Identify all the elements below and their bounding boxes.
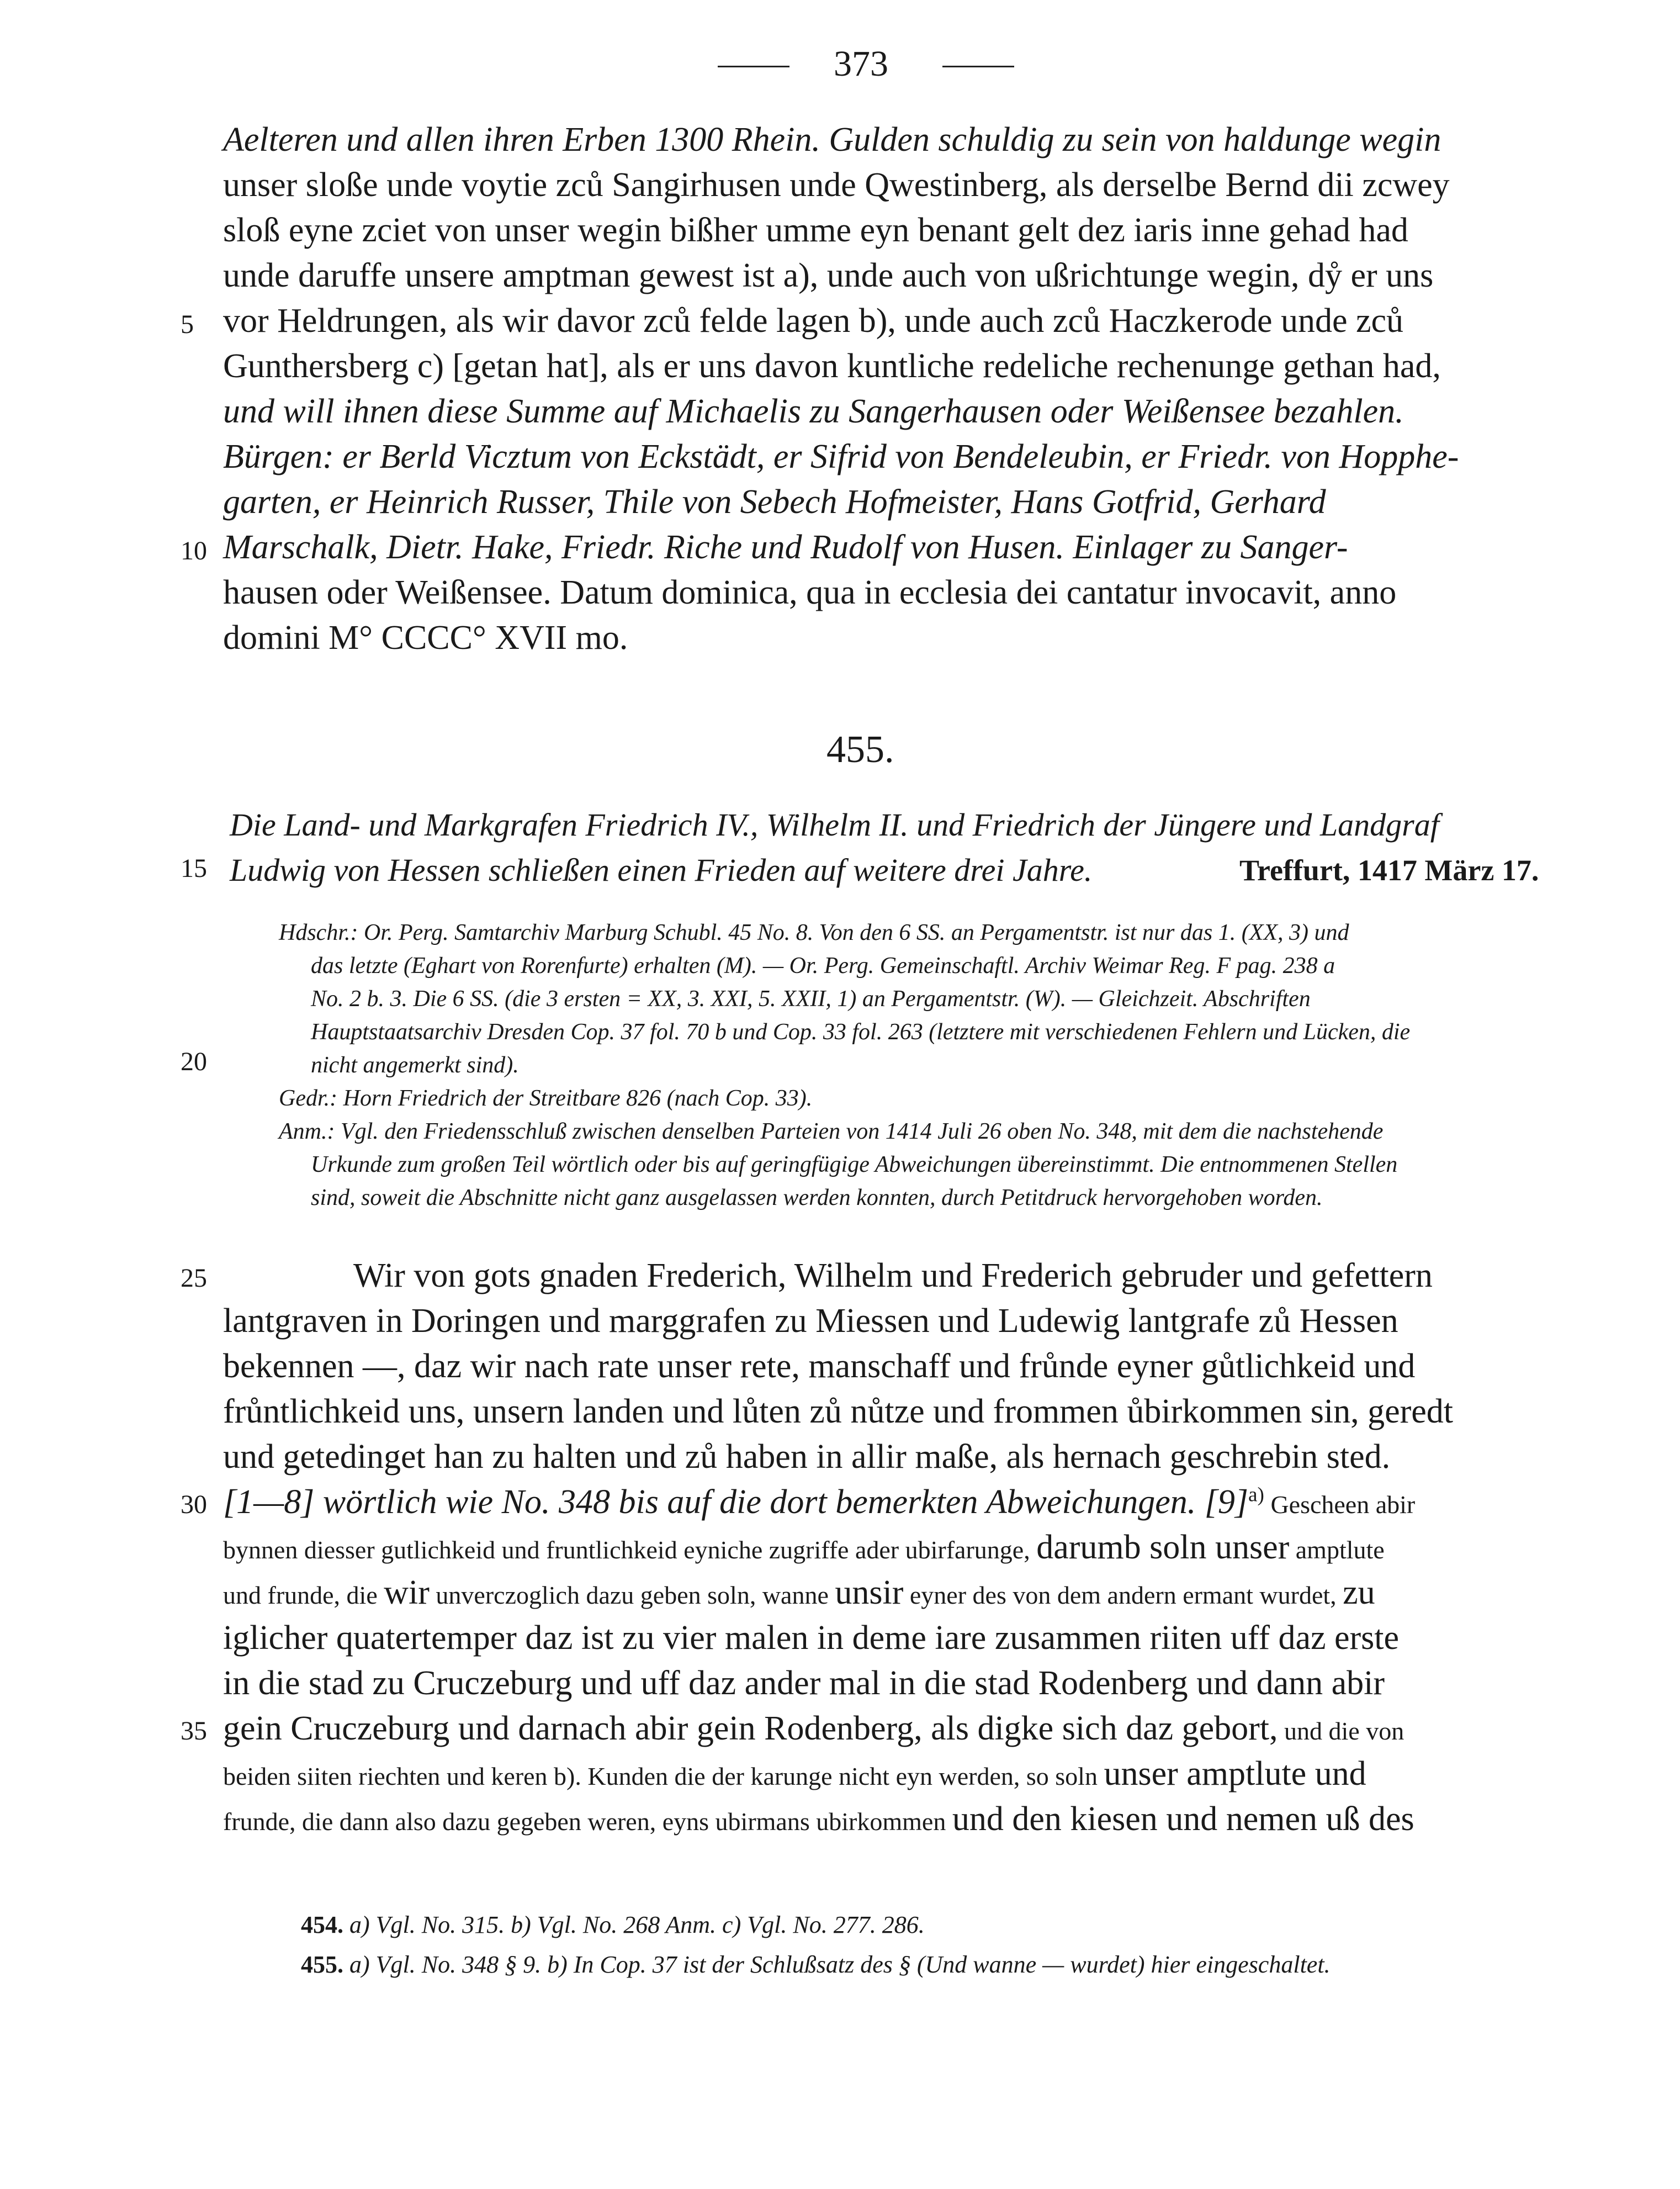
text-line: Bürgen: er Berld Vicztum von Eckstädt, er Sifrid von Bendeleubin, er Friedr. von Hopphe- — [223, 438, 1459, 475]
apparatus-line: Gedr.: Horn Friedrich der Streitbare 826 (nach Cop. 33). — [279, 1086, 813, 1111]
header-rule-right — [942, 66, 1014, 67]
text-line: iglicher quatertemper daz ist zu vier malen in deme iare zusammen riiten uff daz erste — [223, 1619, 1400, 1657]
footnote: 454. a) Vgl. No. 315. b) Vgl. No. 268 Anm. c) Vgl. No. 277. 286. — [301, 1911, 925, 1938]
regest-line: Ludwig von Hessen schließen einen Frieden auf weitere drei Jahre. — [230, 852, 1093, 888]
text-line: garten, er Heinrich Russer, Thile von Sebech Hofmeister, Hans Gotfrid, Gerhard — [223, 483, 1326, 521]
apparatus-line: Hdschr.: Or. Perg. Samtarchiv Marburg Schubl. 45 No. 8. Von den 6 SS. an Pergamentstr. ist nur das 1. (XX, 3) und — [279, 920, 1349, 945]
text-line: und will ihnen diese Summe auf Michaelis zu Sangerhausen oder Weißensee bezahlen. — [223, 393, 1404, 430]
text-line: bekennen —, daz wir nach rate unser rete, manschaff und frůnde eyner gůtlichkeid und — [223, 1347, 1416, 1385]
apparatus-line: Urkunde zum großen Teil wörtlich oder bis auf geringfügige Abweichungen übereinstimmt. Die entnommenen Stellen — [311, 1152, 1398, 1177]
document-number: 455. — [826, 728, 894, 771]
text-line: Marschalk, Dietr. Hake, Friedr. Riche und Rudolf von Husen. Einlager zu Sanger- — [223, 528, 1348, 566]
text-line: lantgraven in Doringen und marggrafen zu Miessen und Ludewig lantgrafe zů Hessen — [223, 1302, 1398, 1340]
text-line: in die stad zu Cruczeburg und uff daz ander mal in die stad Rodenberg und dann abir — [223, 1664, 1385, 1702]
text-line: beiden siiten riechten und keren b). Kunden die der karunge nicht eyn werden, so soln unser amptlute und — [223, 1755, 1366, 1793]
text-line: [1—8] wörtlich wie No. 348 bis auf die dort bemerkten Abweichungen. $[9]^{a)}$ Gescheen abir — [223, 1483, 1416, 1521]
line-number: 35 — [181, 1716, 207, 1746]
apparatus-line: No. 2 b. 3. Die 6 SS. (die 3 ersten = XX, 3. XXI, 5. XXII, 1) an Pergamentstr. (W). — Gleichzeit. Abschriften — [311, 986, 1311, 1012]
text-line: bynnen diesser gutlichkeid und fruntlichkeid eyniche zugriffe ader ubirfarunge, darumb soln unser amptlute — [223, 1529, 1385, 1566]
page-number: 373 — [834, 44, 888, 84]
line-number: 30 — [181, 1490, 207, 1519]
text-line: und getedinget han zu halten und zů haben in allir maße, als hernach geschrebin sted. — [223, 1438, 1391, 1476]
line-number: 20 — [181, 1047, 207, 1076]
text-line: unser sloße unde voytie zců Sangirhusen unde Qwestinberg, als derselbe Bernd dii zcwey — [223, 166, 1450, 204]
text-line: und frunde, die wir unverczoglich dazu geben soln, wanne unsir eyner des von dem andern ermant wurdet, zu — [223, 1574, 1375, 1611]
apparatus-line: Anm.: Vgl. den Friedensschluß zwischen denselben Parteien von 1414 Juli 26 oben No. 348, mit dem die nachstehende — [279, 1119, 1384, 1144]
text-line: sloß eyne zciet von unser wegin bißher umme eyn benant gelt dez iaris inne gehad had — [223, 212, 1408, 249]
text-line: Aelteren und allen ihren Erben 1300 Rhein. Gulden schuldig zu sein von haldunge wegin — [223, 121, 1441, 158]
line-number: 10 — [181, 536, 207, 565]
text-line: Wir von gots gnaden Frederich, Wilhelm und Frederich gebruder und gefettern — [353, 1257, 1433, 1294]
text-line: hausen oder Weißensee. Datum dominica, qua in ecclesia dei cantatur invocavit, anno — [223, 574, 1397, 611]
text-line: frunde, die dann also dazu gegeben weren, eyns ubirmans ubirkommen und den kiesen und nemen uß des — [223, 1800, 1414, 1838]
apparatus-line: das letzte (Eghart von Rorenfurte) erhalten (M). — Or. Perg. Gemeinschaftl. Archiv Weimar Reg. F pag. 238 a — [311, 953, 1335, 979]
line-number: 5 — [181, 310, 194, 339]
text-line: gein Cruczeburg und darnach abir gein Rodenberg, als digke sich daz gebort, und die von — [223, 1710, 1405, 1747]
text-line: domini M° CCCC° XVII mo. — [223, 619, 628, 657]
apparatus-line: Hauptstaatsarchiv Dresden Cop. 37 fol. 70 b und Cop. 33 fol. 263 (letztere mit verschiedenen Fehlern und Lücken, die — [311, 1019, 1411, 1045]
header-rule-left — [718, 66, 789, 67]
text-line: vor Heldrungen, als wir davor zců felde lagen b), unde auch zců Haczkerode unde zců — [223, 302, 1404, 340]
apparatus-line: sind, soweit die Abschnitte nicht ganz ausgelassen werden konnten, durch Petitdruck hervorgehoben worden. — [311, 1185, 1323, 1210]
text-line: frůntlichkeid uns, unsern landen und lůten zů nůtze und frommen ůbirkommen sin, geredt — [223, 1393, 1454, 1430]
regest-line: Die Land- und Markgrafen Friedrich IV., Wilhelm II. und Friedrich der Jüngere und Landgraf — [230, 807, 1439, 843]
apparatus-line: nicht angemerkt sind). — [311, 1053, 519, 1078]
footnote: 455. a) Vgl. No. 348 § 9. b) In Cop. 37 ist der Schlußsatz des § (Und wanne — wurdet) hier eingeschaltet. — [301, 1951, 1331, 1978]
text-line: unde daruffe unsere amptman gewest ist a), unde auch von ußrichtunge wegin, dẙ er uns — [223, 257, 1434, 294]
line-number: 25 — [181, 1263, 207, 1293]
line-number: 15 — [181, 854, 207, 883]
regest-date: Treffurt, 1417 März 17. — [1239, 854, 1539, 887]
text-line: Gunthersberg c) [getan hat], als er uns davon kuntliche redeliche rechenunge gethan had, — [223, 347, 1441, 385]
